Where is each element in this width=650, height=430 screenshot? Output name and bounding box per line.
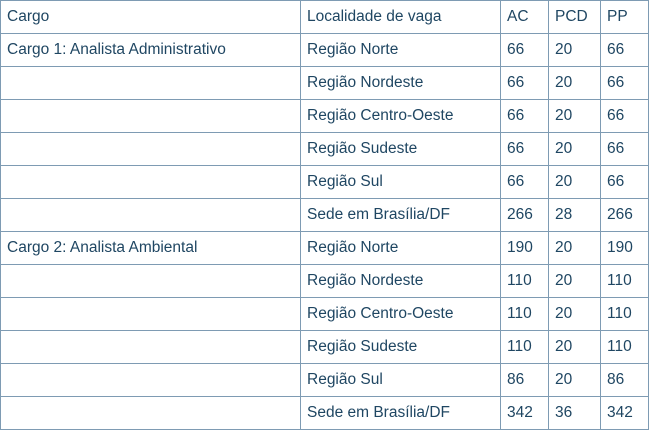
cell-localidade: Região Sul (301, 166, 501, 199)
column-header-ac: AC (501, 1, 549, 34)
column-header-pcd: PCD (549, 1, 601, 34)
cell-pcd: 20 (549, 133, 601, 166)
cell-cargo (1, 364, 301, 397)
cell-pcd: 20 (549, 100, 601, 133)
cell-cargo (1, 199, 301, 232)
cell-pp: 66 (601, 100, 649, 133)
cell-localidade: Região Norte (301, 34, 501, 67)
cell-pcd: 28 (549, 199, 601, 232)
cell-localidade: Região Centro-Oeste (301, 298, 501, 331)
table-row (1, 331, 649, 364)
cell-pcd: 20 (549, 34, 601, 67)
cell-pp: 66 (601, 67, 649, 100)
cell-pp: 266 (601, 199, 649, 232)
cell-pp: 110 (601, 265, 649, 298)
cell-pp: 110 (601, 298, 649, 331)
cell-ac: 110 (501, 331, 549, 364)
cell-pp: 86 (601, 364, 649, 397)
cell-localidade: Região Nordeste (301, 67, 501, 100)
table-row (1, 166, 649, 199)
table-row (1, 232, 649, 265)
cell-pp: 342 (601, 397, 649, 430)
cell-pp: 66 (601, 133, 649, 166)
table-row (1, 133, 649, 166)
cell-localidade: Região Sudeste (301, 133, 501, 166)
cell-cargo: Cargo 1: Analista Administrativo (1, 34, 301, 67)
cell-pp: 66 (601, 166, 649, 199)
cell-ac: 110 (501, 265, 549, 298)
cell-pcd: 20 (549, 232, 601, 265)
cell-localidade: Região Nordeste (301, 265, 501, 298)
cell-pcd: 20 (549, 67, 601, 100)
cell-pcd: 20 (549, 298, 601, 331)
cell-pp: 190 (601, 232, 649, 265)
table-header-row (1, 1, 649, 34)
cell-cargo (1, 166, 301, 199)
column-header-cargo: Cargo (1, 1, 301, 34)
cell-ac: 66 (501, 67, 549, 100)
column-header-pp: PP (601, 1, 649, 34)
cell-ac: 86 (501, 364, 549, 397)
cell-cargo (1, 100, 301, 133)
cell-ac: 190 (501, 232, 549, 265)
cell-cargo: Cargo 2: Analista Ambiental (1, 232, 301, 265)
cell-ac: 342 (501, 397, 549, 430)
cell-localidade: Região Norte (301, 232, 501, 265)
cell-cargo (1, 133, 301, 166)
cell-ac: 66 (501, 34, 549, 67)
cell-localidade: Região Centro-Oeste (301, 100, 501, 133)
table-row (1, 364, 649, 397)
table-row (1, 67, 649, 100)
table-row (1, 265, 649, 298)
cell-ac: 66 (501, 100, 549, 133)
cell-pcd: 20 (549, 331, 601, 364)
cell-pp: 66 (601, 34, 649, 67)
cell-localidade: Região Sul (301, 364, 501, 397)
cell-pcd: 20 (549, 166, 601, 199)
table-row (1, 100, 649, 133)
cell-ac: 66 (501, 133, 549, 166)
cell-pcd: 36 (549, 397, 601, 430)
cell-localidade: Região Sudeste (301, 331, 501, 364)
column-header-localidade: Localidade de vaga (301, 1, 501, 34)
cell-localidade: Sede em Brasília/DF (301, 397, 501, 430)
cell-cargo (1, 67, 301, 100)
cell-ac: 110 (501, 298, 549, 331)
cell-cargo (1, 265, 301, 298)
cell-ac: 66 (501, 166, 549, 199)
cell-ac: 266 (501, 199, 549, 232)
cell-pcd: 20 (549, 265, 601, 298)
table-row (1, 298, 649, 331)
cell-cargo (1, 331, 301, 364)
cell-pp: 110 (601, 331, 649, 364)
cell-cargo (1, 397, 301, 430)
cell-cargo (1, 298, 301, 331)
table-row (1, 397, 649, 430)
cell-pcd: 20 (549, 364, 601, 397)
table-body (1, 1, 649, 430)
table-row (1, 34, 649, 67)
cell-localidade: Sede em Brasília/DF (301, 199, 501, 232)
table-row (1, 199, 649, 232)
